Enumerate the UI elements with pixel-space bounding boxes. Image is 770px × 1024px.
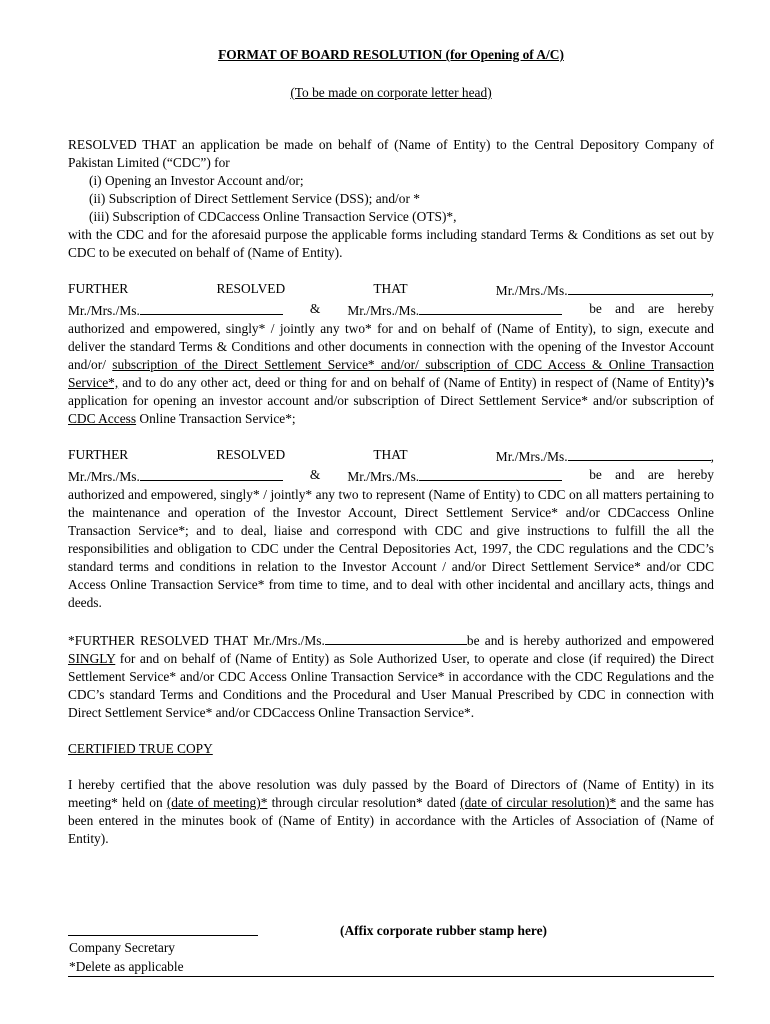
resolution-1-item: (ii) Subscription of Direct Settlement Service (DSS); and/or * xyxy=(89,191,420,206)
certified-heading: CERTIFIED TRUE COPY xyxy=(68,741,213,756)
word-further: FURTHER xyxy=(68,447,129,462)
resolution-2-line-2 xyxy=(68,300,714,320)
name-blank xyxy=(140,300,283,315)
document-title: FORMAT OF BOARD RESOLUTION (for Opening of A/C) xyxy=(218,47,564,62)
salutation: Mr./Mrs./Ms. xyxy=(347,303,420,318)
resolution-2-line-1 xyxy=(68,280,714,300)
underlined-text: subscription of the Direct Settlement Service* and/or/ subscription of CDC Access & Online Transaction Service*, xyxy=(68,357,714,390)
signature-line xyxy=(68,935,258,936)
name-blank xyxy=(419,466,562,481)
name-blank xyxy=(419,300,562,315)
ampersand: & xyxy=(309,301,321,316)
word-that: THAT xyxy=(373,447,408,462)
underlined-text: SINGLY xyxy=(68,651,116,666)
footer-rule xyxy=(68,976,714,977)
text-run: through circular resolution* dated xyxy=(267,795,461,810)
salutation: Mr./Mrs./Ms. xyxy=(495,449,568,464)
be-and-are-hereby: be and are hereby xyxy=(589,301,714,316)
text-run: application for opening an investor account and/or subscription of Direct Settlement Service* and/or subscription of xyxy=(68,393,714,408)
salutation: Mr./Mrs./Ms. xyxy=(495,283,568,298)
resolution-3 xyxy=(68,446,714,612)
word-further: FURTHER xyxy=(68,281,129,296)
resolution-1 xyxy=(68,136,714,262)
text-run: and to do any other act, deed or thing for and on behalf of (Name of Entity) in respect of (Name of Entity) xyxy=(118,375,705,390)
comma: , xyxy=(710,283,714,298)
text-run: be and is hereby authorized and empowered xyxy=(466,633,714,648)
resolution-4-body xyxy=(68,630,714,722)
name-blank xyxy=(568,446,711,461)
ampersand: & xyxy=(309,467,321,482)
name-blank xyxy=(140,466,283,481)
salutation: Mr./Mrs./Ms. xyxy=(347,469,420,484)
word-resolved: RESOLVED xyxy=(216,281,286,296)
stamp-placeholder: (Affix corporate rubber stamp here) xyxy=(340,923,548,938)
certified-body xyxy=(68,776,714,848)
text-run: authorized and empowered, singly* / jointly any two* for and on behalf of (Name of Entity), to sign, execute and deliver the standard Terms & Conditions and other documents in connection with the opening of the Investor Account and/or/ xyxy=(68,321,714,372)
word-resolved: RESOLVED xyxy=(216,447,286,462)
underlined-text: (date of meeting)* xyxy=(166,795,268,810)
bold-text: ’s xyxy=(704,375,714,390)
text-run: for and on behalf of (Name of Entity) as Sole Authorized User, to operate and close (if required) the Direct Settlement Service* and/or CDC Access Online Transaction Service* in accordance with the CDC Regulations and the CDC’s standard Terms and Conditions and the Procedural and User Manual Prescribed by CDC in connection with Direct Settlement Service* and/or CDCaccess Online Transaction Service*. xyxy=(68,651,714,720)
text-run: Online Transaction Service*; xyxy=(136,411,296,426)
name-field-group xyxy=(347,300,562,320)
be-and-are-hereby: be and are hereby xyxy=(589,467,714,482)
word-that: THAT xyxy=(373,281,408,296)
salutation: Mr./Mrs./Ms. xyxy=(68,469,140,484)
document-page xyxy=(68,46,714,848)
text-run: I hereby certified that the above resolution was duly passed by the Board of Directors of (Name of Entity) in its meeting* held on xyxy=(68,777,714,810)
company-secretary-label: Company Secretary xyxy=(69,940,175,955)
text-run: *FURTHER RESOLVED THAT Mr./Mrs./Ms. xyxy=(68,633,325,648)
resolution-3-line-1 xyxy=(68,446,714,466)
resolution-2 xyxy=(68,280,714,428)
resolution-1-item: (iii) Subscription of CDCaccess Online Transaction Service (OTS)*, xyxy=(89,209,457,224)
resolution-4 xyxy=(68,630,714,722)
delete-note: *Delete as applicable xyxy=(69,959,184,974)
name-field-group xyxy=(68,466,283,486)
name-blank xyxy=(568,280,711,295)
text-run: and the same has been entered in the minutes book of (Name of Entity) in accordance with the Articles of Association of (Name of Entity). xyxy=(68,795,714,846)
resolution-1-intro: RESOLVED THAT an application be made on behalf of (Name of Entity) to the Central Depository Company of Pakistan Limited (“CDC”) for xyxy=(68,137,714,170)
name-field-group xyxy=(347,466,562,486)
signature-block xyxy=(69,938,184,976)
resolution-3-body: authorized and empowered, singly* / jointly* any two to represent (Name of Entity) to CDC on all matters pertaining to the maintenance and operation of the Investor Account, Direct Settlement Service* and/or CDCaccess Online Transaction Service*; and to deal, liaise and correspond with CDC and give instructions to fulfill the all the responsibilities and obligation to CDC under the Central Depositories Act, 1997, the CDC regulations and the CDC’s standard terms and conditions in relation to the Investor Account / and/or Direct Settlement Service* and/or CDC Access Online Transaction Service* from time to time, and to deal with other incidental and ancillary acts, things and deeds. xyxy=(68,487,714,610)
document-subtitle: (To be made on corporate letter head) xyxy=(290,85,492,100)
name-field-group xyxy=(496,280,714,300)
name-blank xyxy=(325,630,467,645)
name-field-group xyxy=(496,446,714,466)
underlined-text: CDC Access xyxy=(68,411,137,426)
resolution-2-body xyxy=(68,320,714,428)
resolution-1-closing: with the CDC and for the aforesaid purpose the applicable forms including standard Terms & Conditions as set out by CDC to be executed on behalf of (Name of Entity). xyxy=(68,227,714,260)
underlined-text: (date of circular resolution)* xyxy=(460,795,617,810)
name-field-group xyxy=(68,300,283,320)
salutation: Mr./Mrs./Ms. xyxy=(68,303,140,318)
resolution-3-line-2 xyxy=(68,466,714,486)
comma: , xyxy=(710,449,714,464)
resolution-1-item: (i) Opening an Investor Account and/or; xyxy=(89,173,304,188)
